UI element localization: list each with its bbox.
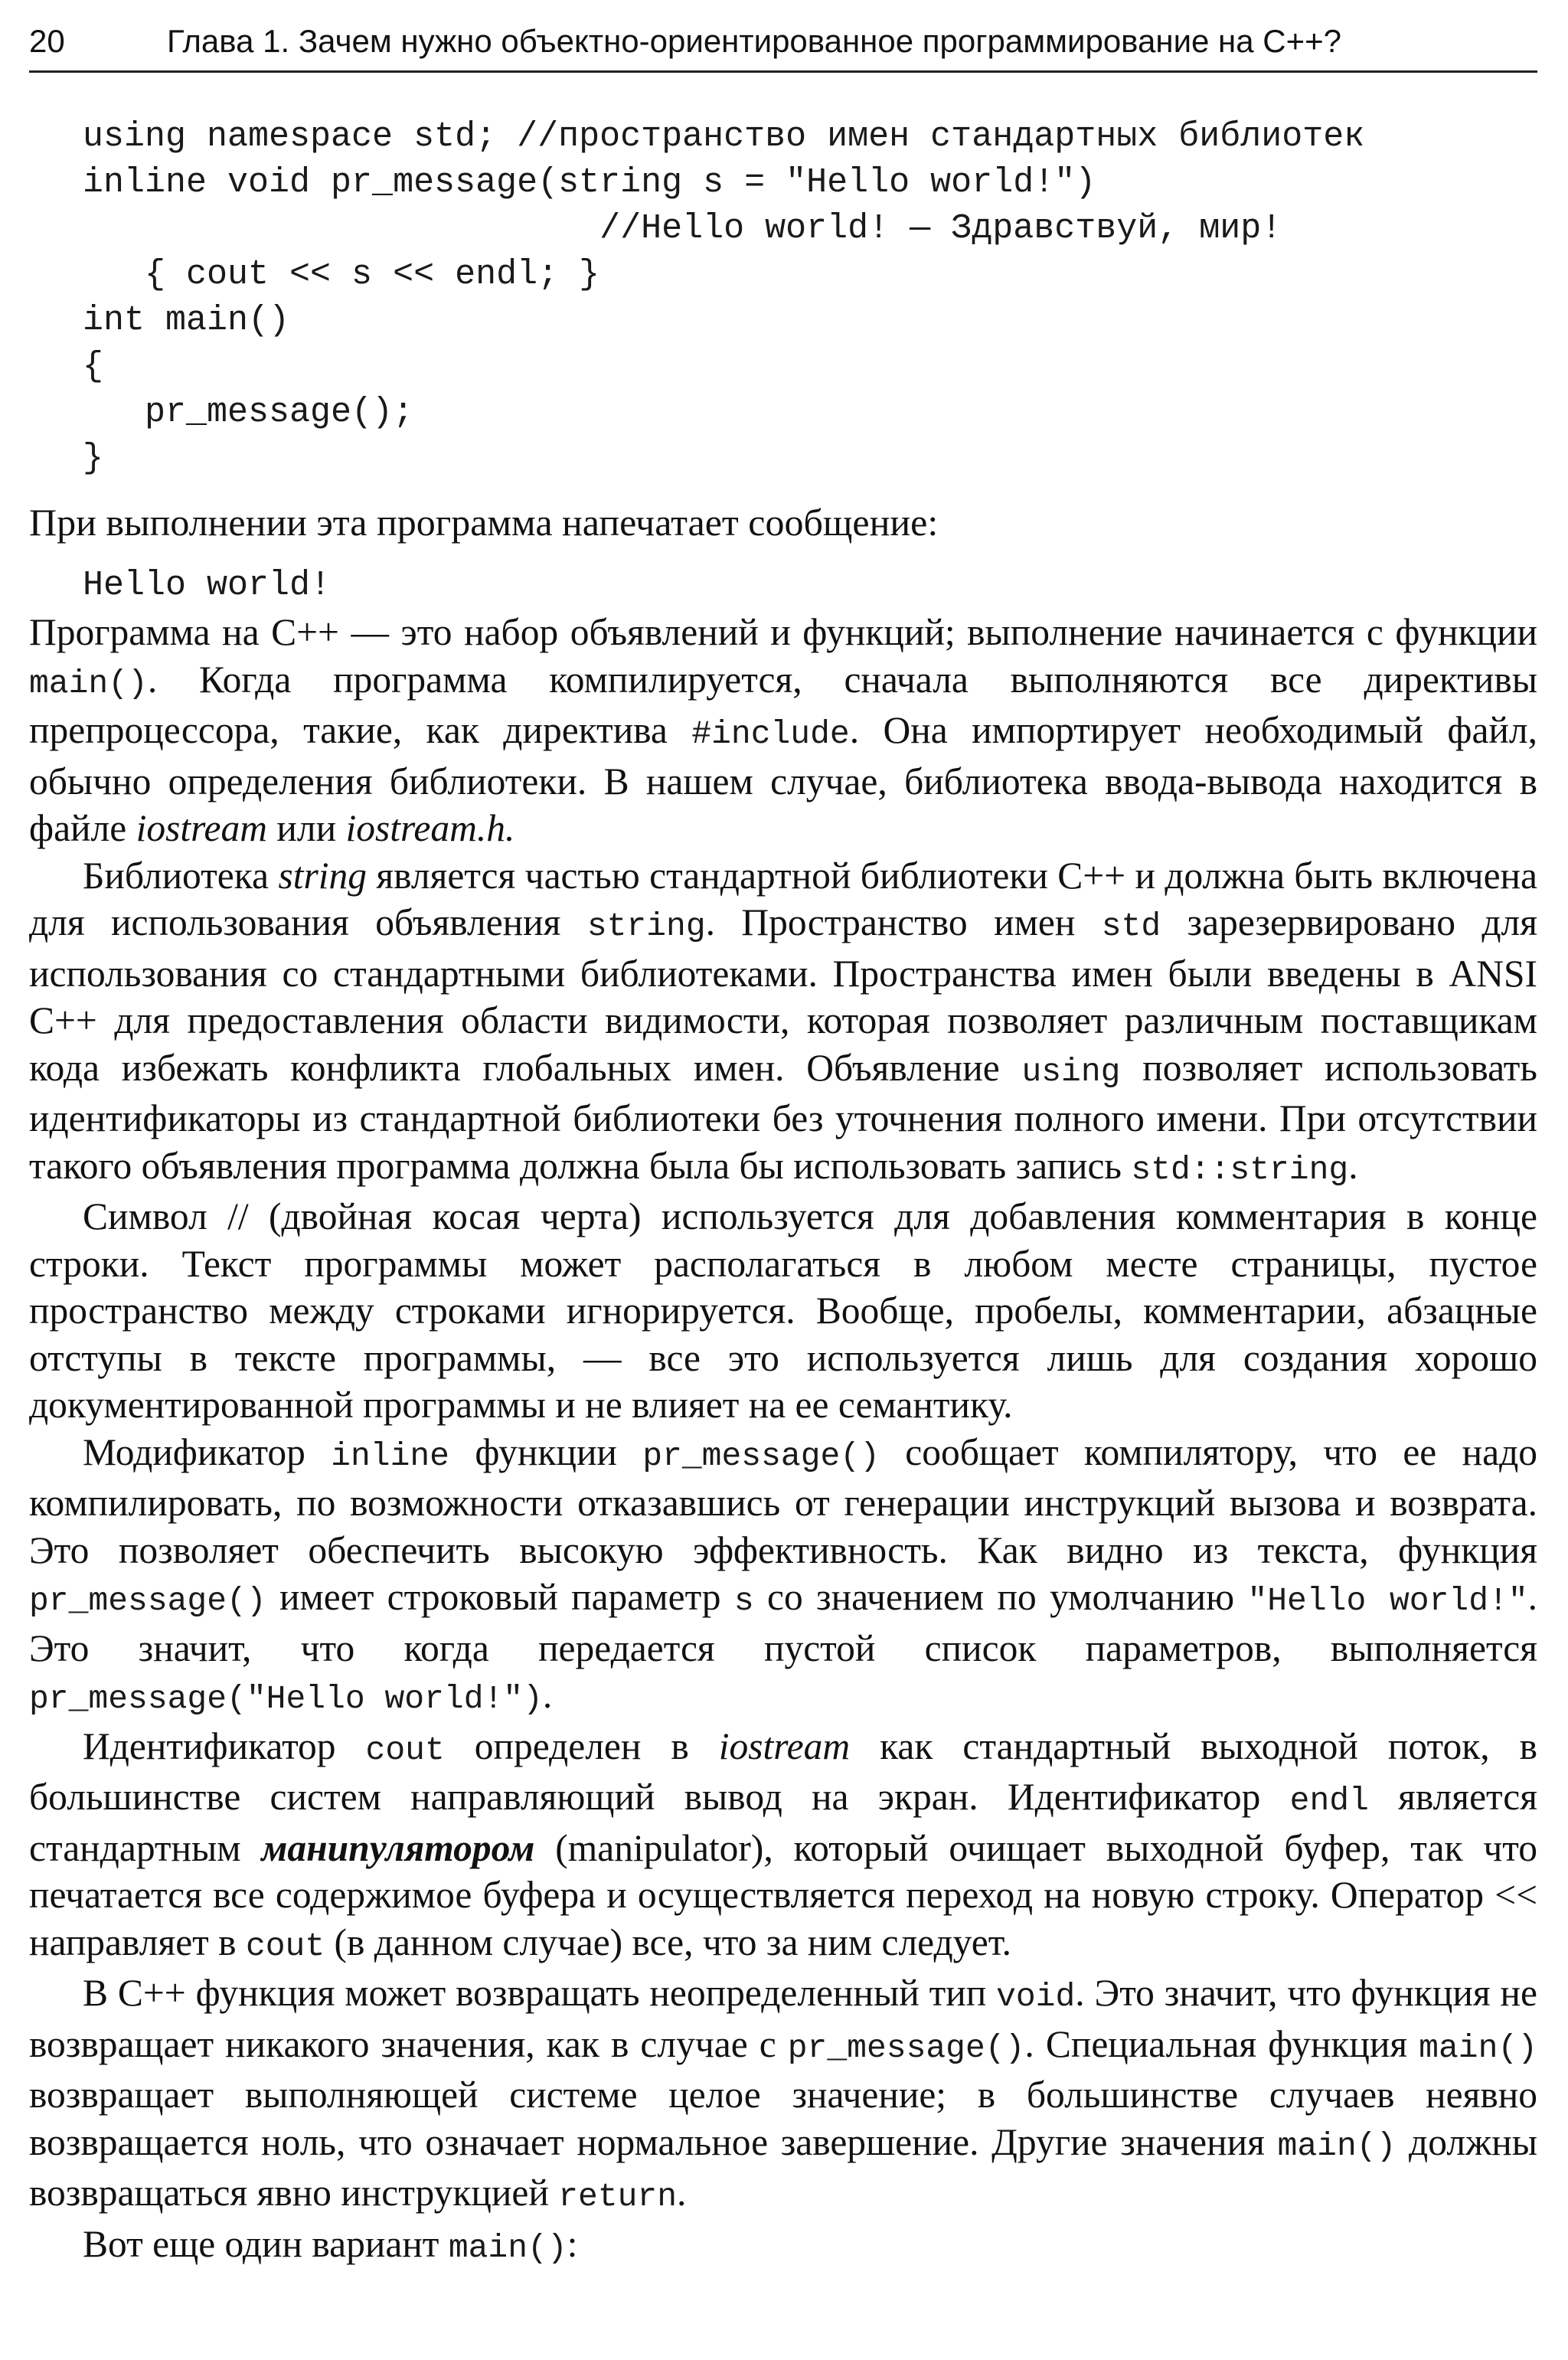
code-term: main() [1277, 2126, 1396, 2165]
code-term: pr_message() [787, 2028, 1025, 2067]
paragraph-inline-modifier [29, 1429, 1537, 1723]
code-listing [29, 114, 1537, 482]
text-run: . Когда программа компилируется, сначала выполняются все директивы препроцессора, такие, как директива [29, 658, 1537, 751]
code-line: int main() [83, 301, 290, 340]
code-term: s [733, 1582, 754, 1620]
code-term: pr_message("Hello world!") [29, 1680, 543, 1718]
text-run: . Это значит, что когда передается пустой список параметров, выполняется [29, 1576, 1538, 1669]
code-term: main() [448, 2228, 567, 2267]
paragraph-string-library [29, 852, 1537, 1194]
running-header [29, 23, 1537, 73]
text-run: как стандартный выходной поток, в большинстве систем направляющий вывод на экран. Идентификатор [29, 1724, 1537, 1818]
italic-term: iostream [136, 807, 268, 849]
bold-italic-term: манипулятором [261, 1826, 535, 1869]
page-number: 20 [29, 23, 65, 59]
code-line: pr_message(); [83, 393, 414, 432]
text-run: со значением по умолчанию [753, 1576, 1248, 1618]
paragraph-program-structure [29, 609, 1537, 852]
code-line: } [83, 439, 104, 478]
chapter-title: Глава 1. Зачем нужно объектно-ориентированное программирование на С++? [167, 23, 1342, 59]
code-term: "Hello world!" [1247, 1582, 1528, 1620]
text-run: (в данном случае) все, что за ним следует. [325, 1920, 1012, 1963]
text-run: функции [449, 1430, 643, 1473]
text-run: является стандартным [29, 1776, 1538, 1869]
paragraph-comments: Символ // (двойная косая черта) используется для добавления комментария в конце строки. Текст программы может располагаться в любом месте страницы, пустое пространство между строками игнорируется. Вообще, пробелы, комментарии, абзацные отступы в тексте программы, — все это используется лишь для создания хорошо документированной программы и не влияет на ее семантику. [29, 1195, 1537, 1426]
italic-term: string [278, 854, 367, 897]
text-run: . Специальная функция [1024, 2022, 1419, 2065]
text-run: . Пространство имен [705, 901, 1102, 943]
code-term: endl [1289, 1782, 1369, 1819]
text-run: позволяет использовать идентификаторы из стандартной библиотеки без уточнения полного имени. При отсутствии такого объявления программа должна была бы использовать запись [29, 1046, 1538, 1187]
code-term: std::string [1131, 1150, 1349, 1188]
code-term: using [1021, 1052, 1121, 1090]
text-run: является частью стандартной библиотеки C++ и должна быть включена для использования объявления [29, 854, 1538, 943]
text-run: имеет строковый параметр [266, 1576, 734, 1618]
code-line: { [83, 347, 104, 386]
text-run: . Она импортирует необходимый файл, обычно определения библиотеки. В нашем случае, библиотека ввода-вывода находится в файле [29, 709, 1538, 849]
paragraph-void-return [29, 1969, 1537, 2221]
text-run: Модификатор [83, 1430, 332, 1473]
code-term: pr_message() [642, 1437, 880, 1475]
code-term: return [558, 2178, 678, 2215]
paragraph-cout-endl [29, 1723, 1537, 1970]
text-run: Программа на C++ — это набор объявлений и функций; выполнение начинается с функции [29, 611, 1537, 653]
code-term: std [1101, 907, 1161, 945]
italic-term: iostream [718, 1724, 851, 1767]
text-run: . [1348, 1144, 1358, 1187]
text-run: В C++ функция может возвращать неопределенный тип [83, 1972, 997, 2014]
text-run: возвращает выполняющей системе целое значение; в большинстве случаев неявно возвращается ноль, что означает нормальное завершение. Другие значения [29, 2074, 1537, 2163]
code-line: //Hello world! — Здравствуй, мир! [83, 209, 1282, 248]
text-run: должны возвращаться явно инструкцией [29, 2120, 1537, 2214]
code-line: { cout << s << endl; } [83, 255, 600, 294]
code-term: pr_message() [29, 1582, 266, 1620]
text-run: . Это значит, что функция не возвращает никакого значения, как в случае с [29, 1972, 1537, 2065]
code-line: using namespace std; //пространство имен стандартных библиотек [83, 117, 1365, 156]
output-sample: Hello world! [83, 566, 332, 605]
code-line: inline void pr_message(string s = "Hello world!") [83, 163, 1096, 202]
code-term: void [996, 1978, 1076, 2015]
code-term: cout [245, 1927, 325, 1965]
paragraph-main-variant [29, 2221, 1537, 2272]
text-run: : [567, 2222, 578, 2265]
text-run: Вот еще один вариант [83, 2222, 449, 2265]
output-intro: При выполнении эта программа напечатает сообщение: [29, 501, 939, 544]
code-term: inline [331, 1437, 449, 1475]
text-run: сообщает компилятору, что ее надо компилировать, по возможности отказавшись от генерации инструкций вызова и возврата. Это позволяет обеспечить высокую эффективность. Как видно из текста, функция [29, 1430, 1538, 1571]
text-run: зарезервировано для использования со стандартными библиотеками. Пространства имен были введены в ANSI C++ для предоставления области видимости, которая позволяет различным поставщикам кода избежать конфликта глобальных имен. Объявление [29, 901, 1538, 1089]
code-term: #include [691, 715, 850, 753]
text-run: или [267, 807, 346, 849]
text-run: . [542, 1674, 553, 1716]
code-term: main() [1419, 2028, 1537, 2067]
code-term: cout [365, 1731, 445, 1769]
text-run: определен в [444, 1724, 719, 1767]
text-run: Идентификатор [83, 1724, 366, 1767]
code-term: string [586, 907, 706, 945]
text-run: . [677, 2172, 687, 2214]
italic-term: iostream.h. [345, 807, 515, 849]
text-run: (manipulator), который очищает выходной буфер, так что печатается все содержимое буфера и осуществляется переход на новую строку. Оператор << направляет в [29, 1826, 1537, 1963]
text-run: Библиотека [83, 854, 279, 897]
code-term: main() [29, 664, 148, 702]
